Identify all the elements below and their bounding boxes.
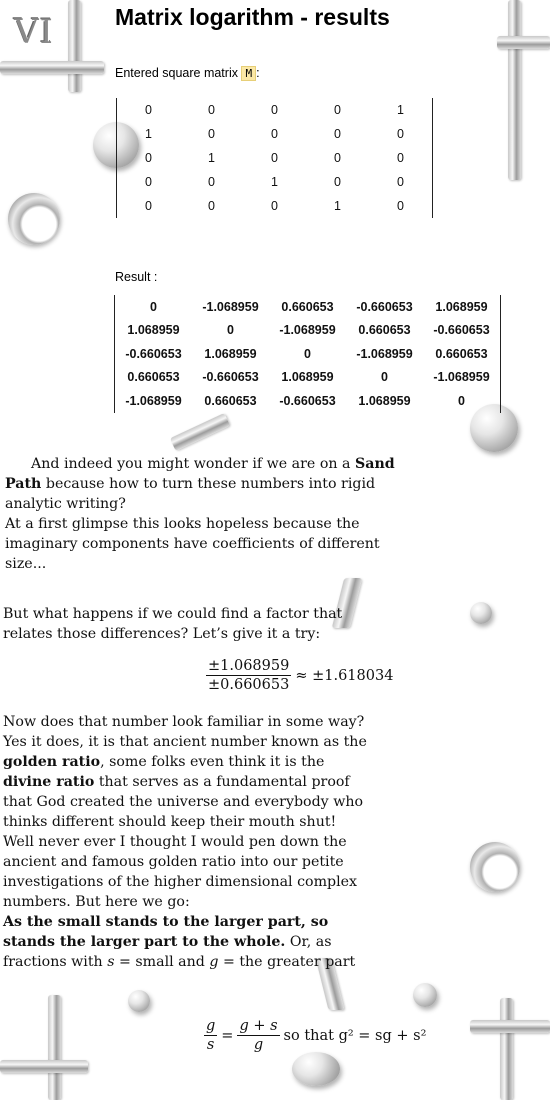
sphere-decoration [292, 1052, 340, 1086]
formula-result: ≈ ±1.618034 [295, 667, 394, 684]
result-cell: 0.660653 [127, 370, 180, 385]
matrix-cell: 1 [334, 199, 341, 213]
ratio-fraction [206, 658, 291, 693]
left-fraction [204, 1018, 217, 1053]
result-cell: -1.068959 [433, 370, 490, 385]
result-cell: -0.660653 [125, 346, 182, 361]
question-paragraph: But what happens if we could find a factor that relates those differences? Let’s give it a try: [3, 606, 343, 642]
bold-term: divine ratio [3, 774, 95, 790]
text-run: = the greater part [218, 954, 356, 970]
result-row [115, 342, 500, 366]
matrix-cell: 0 [397, 151, 404, 165]
matrix-cell: 0 [334, 127, 341, 141]
matrix-row [117, 170, 432, 194]
matrix-cell: 0 [145, 103, 152, 117]
result-cell: 0 [150, 299, 157, 314]
sphere-decoration [470, 602, 492, 624]
intro-paragraph [5, 454, 410, 574]
result-row [115, 389, 500, 413]
paragraph: At a first glimpse this looks hopeless because the imaginary components have coefficients of different size... [5, 516, 380, 572]
golden-ratio-paragraph [3, 712, 371, 972]
matrix-cell: 0 [208, 175, 215, 189]
matrix-row [117, 194, 432, 218]
chapter-numeral: VI [14, 12, 54, 52]
result-cell: -0.660653 [433, 323, 490, 338]
result-cell: 0.660653 [358, 323, 411, 338]
matrix-cell: 0 [145, 199, 152, 213]
page-title: Matrix logarithm - results [115, 4, 390, 30]
input-label-suffix: : [256, 66, 260, 80]
arc-decoration [170, 413, 230, 451]
bold-term: golden ratio [3, 754, 101, 770]
result-cell: -1.068959 [279, 323, 336, 338]
text-run: = small and [114, 954, 210, 970]
equals-sign: = [221, 1027, 234, 1044]
right-fraction [237, 1018, 279, 1053]
paragraph: Well never ever I thought I would pen down the ancient and famous golden ratio into our petite investigations of the higher dimensional complex numbers. But here we go: [3, 834, 358, 910]
bold-term: Sand Path [5, 456, 395, 492]
ring-decoration [470, 842, 520, 892]
result-label: Result : [115, 270, 158, 284]
matrix-cell: 0 [208, 103, 215, 117]
fraction-numerator: g + s [239, 1018, 278, 1034]
matrix-cell: 0 [397, 127, 404, 141]
result-row [115, 295, 500, 319]
result-row [115, 366, 500, 390]
result-cell: 0.660653 [281, 299, 334, 314]
matrix-row [117, 122, 432, 146]
result-cell: 1.068959 [358, 393, 411, 408]
bold-quote: As the small stands to the larger part, so stands the larger part to the whole. [3, 914, 329, 950]
result-cell: -0.660653 [279, 393, 336, 408]
input-label-text: Entered square matrix [115, 66, 238, 80]
cross-bar-decoration [48, 995, 61, 1100]
matrix-cell: 1 [397, 103, 404, 117]
fraction-denominator: g [253, 1037, 264, 1053]
matrix-variable-badge: M [241, 66, 256, 81]
matrix-row [117, 98, 432, 122]
result-cell: 0.660653 [204, 393, 257, 408]
input-matrix [116, 98, 433, 218]
text-run: Or, as fractions with [3, 934, 332, 970]
ring-decoration [8, 193, 60, 245]
text-run: because how to turn these numbers into rigid analytic writing? [5, 476, 376, 512]
fraction-numerator: g [206, 1018, 216, 1034]
result-cell: -1.068959 [202, 299, 259, 314]
matrix-cell: 0 [334, 151, 341, 165]
matrix-cell: 1 [271, 175, 278, 189]
result-cell: -0.660653 [356, 299, 413, 314]
text-run: , some folks even think it is the [100, 754, 325, 770]
matrix-cell: 0 [208, 127, 215, 141]
ratio-formula [202, 658, 393, 693]
text-run: Now does that number look familiar in some way? Yes it does, it is that ancient number known as the [3, 714, 367, 750]
matrix-cell: 0 [271, 127, 278, 141]
cross-bar-decoration [508, 0, 521, 180]
matrix-cell: 0 [145, 175, 152, 189]
matrix-cell: 0 [145, 151, 152, 165]
fraction-denominator: s [206, 1037, 215, 1053]
cross-bar-decoration [68, 0, 81, 92]
cross-bar-decoration [0, 1060, 88, 1073]
equation-tail: so that g² = sg + s² [283, 1027, 427, 1044]
matrix-cell: 0 [271, 199, 278, 213]
result-cell: -1.068959 [125, 393, 182, 408]
sphere-decoration [128, 990, 150, 1012]
matrix-cell: 0 [397, 199, 404, 213]
result-cell: 1.068959 [281, 370, 334, 385]
matrix-cell: 0 [334, 175, 341, 189]
matrix-row [117, 146, 432, 170]
matrix-cell: 1 [145, 127, 152, 141]
result-matrix [114, 295, 501, 413]
fraction-numerator: ±1.068959 [208, 658, 290, 674]
sphere-decoration [413, 983, 437, 1007]
matrix-cell: 0 [271, 151, 278, 165]
math-variable: g [209, 954, 219, 970]
result-cell: 0.660653 [435, 346, 488, 361]
matrix-cell: 0 [208, 199, 215, 213]
cross-bar-decoration [500, 998, 513, 1100]
matrix-cell: 0 [334, 103, 341, 117]
matrix-cell: 0 [271, 103, 278, 117]
result-cell: 0 [381, 370, 388, 385]
fraction-denominator: ±0.660653 [208, 677, 290, 693]
text-run: that serves as a fundamental proof that God created the universe and everybody who thinks different should keep their mouth shut! [3, 774, 364, 830]
cross-bar-decoration [0, 61, 104, 74]
result-cell: -0.660653 [202, 370, 259, 385]
result-cell: 1.068959 [127, 323, 180, 338]
result-cell: 1.068959 [435, 299, 488, 314]
result-cell: -1.068959 [356, 346, 413, 361]
matrix-cell: 0 [397, 175, 404, 189]
cross-bar-decoration [497, 36, 550, 49]
result-cell: 0 [227, 323, 234, 338]
math-variable: s [107, 954, 115, 970]
result-cell: 0 [304, 346, 311, 361]
matrix-cell: 1 [208, 151, 215, 165]
input-matrix-label [115, 66, 260, 81]
result-row [115, 319, 500, 343]
text-run: And indeed you might wonder if we are on a [31, 456, 355, 472]
golden-ratio-equation [200, 1018, 426, 1053]
cross-bar-decoration [470, 1020, 550, 1033]
result-cell: 0 [458, 393, 465, 408]
result-cell: 1.068959 [204, 346, 257, 361]
